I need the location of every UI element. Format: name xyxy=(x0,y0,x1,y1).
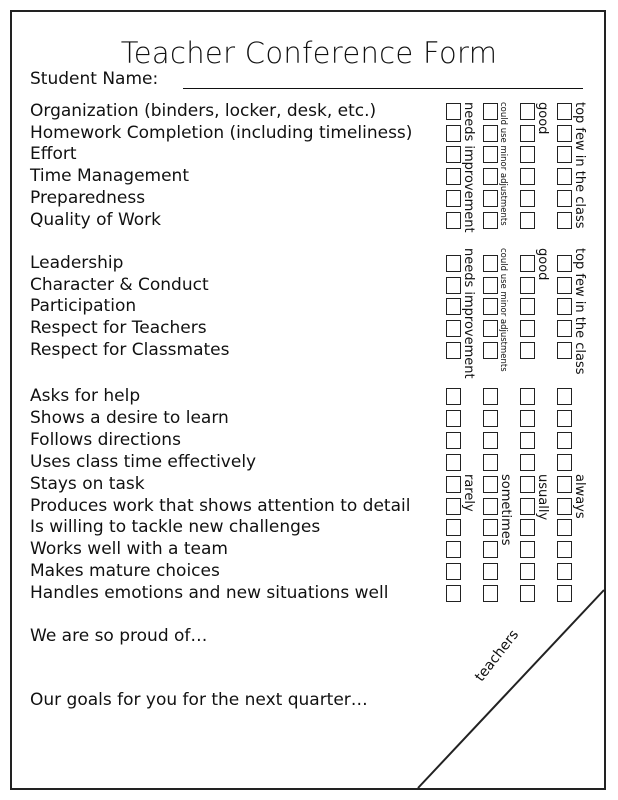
criterion-label: Effort xyxy=(30,144,77,165)
student-name-label: Student Name: xyxy=(30,69,159,89)
criterion-label: Quality of Work xyxy=(30,209,161,230)
criterion-label: Stays on task xyxy=(30,473,145,494)
rating-column-label: sometimes xyxy=(498,474,513,546)
corner-fold-line xyxy=(418,590,604,788)
rating-column-label: top few in the class xyxy=(572,248,587,375)
rating-column-label: needs improvement xyxy=(461,102,476,233)
criterion-label: Respect for Teachers xyxy=(30,318,207,339)
rating-column-label: could use minor adjustments xyxy=(498,102,508,226)
criterion-label: Leadership xyxy=(30,253,124,273)
criterion-label: Uses class time effectively xyxy=(30,451,257,472)
criterion-label: Is willing to tackle new challenges xyxy=(30,517,321,538)
criterion-label: Respect for Classmates xyxy=(30,339,230,360)
teachers-corner-label: teachers xyxy=(472,626,523,685)
criterion-label: Makes mature choices xyxy=(30,561,220,582)
rating-column-label: good xyxy=(535,248,550,281)
criterion-label: Shows a desire to learn xyxy=(30,407,229,428)
criterion-label: Preparedness xyxy=(30,187,146,208)
criterion-label: Participation xyxy=(30,296,137,317)
criterion-label: Homework Completion (including timeliness) xyxy=(30,122,413,143)
rating-column-label: could use minor adjustments xyxy=(498,248,508,372)
rating-column-label: usually xyxy=(535,474,550,521)
rating-column-label: top few in the class xyxy=(572,102,587,229)
criterion-label: Produces work that shows attention to detail xyxy=(30,495,411,516)
criterion-label: Asks for help xyxy=(30,386,141,406)
rating-column-label: rarely xyxy=(461,474,476,512)
proud-of-label: We are so proud of… xyxy=(30,626,208,646)
criterion-label: Handles emotions and new situations well xyxy=(30,583,389,604)
goals-label: Our goals for you for the next quarter… xyxy=(30,690,368,710)
criterion-label: Organization (binders, locker, desk, etc.) xyxy=(30,101,377,121)
criterion-label: Works well with a team xyxy=(30,539,228,560)
rating-column-label: good xyxy=(535,102,550,135)
form-title: Teacher Conference Form xyxy=(120,36,498,70)
rating-column-label: always xyxy=(572,474,587,519)
rating-column-label: needs improvement xyxy=(461,248,476,379)
criterion-label: Follows directions xyxy=(30,429,181,450)
criterion-label: Time Management xyxy=(30,166,189,187)
criterion-label: Character & Conduct xyxy=(30,274,209,295)
